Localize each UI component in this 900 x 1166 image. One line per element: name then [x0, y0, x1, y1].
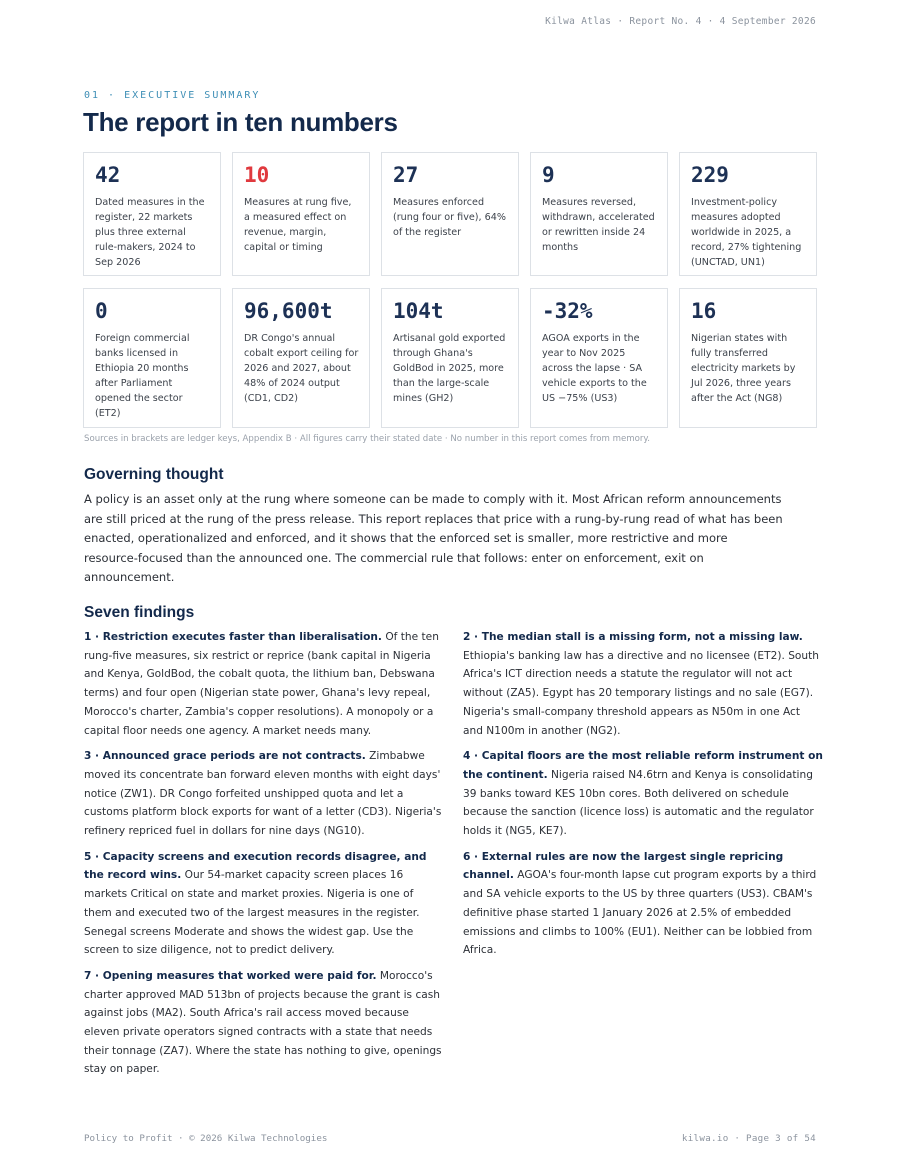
- stat-value: 27: [393, 163, 419, 187]
- stat-label: Investment-policy measures adopted worldwide in 2025, a record, 27% tightening (UNCTAD, UN1): [691, 197, 802, 268]
- stat-label: Nigerian states with fully transferred electricity markets by Jul 2026, three years after the Act (NG8): [691, 333, 796, 404]
- stat-value: 96,600t: [244, 299, 333, 323]
- stat-value: 9: [542, 163, 555, 187]
- finding-lead: 5 · Capacity screens and execution records disagree, and the record wins.: [84, 850, 427, 882]
- finding: [84, 967, 444, 1079]
- sources-note: Sources in brackets are ledger keys, Appendix B · All figures carry their stated date · No number in this report comes from memory.: [84, 434, 651, 444]
- seven-findings-heading: Seven findings: [84, 604, 195, 621]
- governing-thought-heading: Governing thought: [84, 466, 224, 483]
- stat-label: AGOA exports in the year to Nov 2025 across the lapse · SA vehicle exports to the US −75% (US3): [542, 333, 647, 404]
- finding-body: Our 54-market capacity screen places 16 markets Critical on state and market proxies. Nigeria is one of them and executed two of the largest measures in the register. Senegal screens Moderate and shows the widest gap. Use the screen to size diligence, not to predict delivery.: [84, 869, 420, 957]
- finding-body: Morocco's charter approved MAD 513bn of projects because the grant is cash against jobs (MA2). South Africa's rail access moved because eleven private operators signed contracts with a state that needs their tonnage (ZA7). Where the state has nothing to give, openings stay on paper.: [84, 969, 442, 1076]
- stat-card: [232, 152, 370, 276]
- stat-value: 104t: [393, 299, 444, 323]
- stat-grid: [83, 152, 817, 428]
- finding-body: Ethiopia's banking law has a directive and no licensee (ET2). South Africa's ICT direction needs a statute the regulator will not act without (ZA5). Egypt has 20 temporary listings and no sale (EG7). Nigeria's small-company threshold appears as N50m in one Act and N100m in another (NG2).: [463, 649, 819, 737]
- finding: [84, 628, 444, 740]
- stat-value: 42: [95, 163, 121, 187]
- finding-lead: 3 · Announced grace periods are not contracts.: [84, 750, 366, 763]
- stat-card: [83, 152, 221, 276]
- stat-value: 16: [691, 299, 717, 323]
- finding-lead: 4 · Capital floors are the most reliable reform instrument on the continent.: [463, 750, 823, 781]
- stat-value: 0: [95, 299, 108, 323]
- stat-value: 229: [691, 163, 729, 187]
- stat-card: [530, 152, 668, 276]
- footer-left: Policy to Profit · © 2026 Kilwa Technologies: [84, 1133, 328, 1144]
- stat-label: Measures reversed, withdrawn, accelerated or rewritten inside 24 months: [542, 197, 655, 253]
- finding: [84, 747, 444, 841]
- finding: [463, 747, 823, 841]
- stat-card: [679, 288, 817, 428]
- stat-label: Foreign commercial banks licensed in Ethiopia 20 months after Parliament opened the sector (ET2): [95, 333, 190, 419]
- stat-value-highlight: 10: [244, 163, 270, 187]
- stat-label: Measures at rung five, a measured effect on revenue, margin, capital or timing: [244, 197, 352, 253]
- stat-card: [530, 288, 668, 428]
- findings-left-column: [84, 628, 444, 1086]
- finding-body: Nigeria raised N4.6trn and Kenya is consolidating 39 banks toward KES 10bn cores. Both delivered on schedule because the sanction (licence loss) is automatic and the regulator holds it (NG5, KE7).: [463, 768, 814, 838]
- running-head: Kilwa Atlas · Report No. 4 · 4 September 2026: [545, 16, 816, 27]
- stat-label: Dated measures in the register, 22 markets plus three external rule-makers, 2024 to Sep 2026: [95, 197, 205, 268]
- governing-thought-text: A policy is an asset only at the rung where someone can be made to comply with it. Most African reform announcements are still priced at the rung of the press release. This report replaces that price with a rung-by-rung read of what has been enacted, operationalized and enforced, and it shows that the enforced set is smaller, more restrictive and more resource-focused than the announced one. The commercial rule that follows: enter on enforcement, exit on announcement.: [84, 492, 783, 585]
- finding: [84, 848, 444, 960]
- finding-body: Zimbabwe moved its concentrate ban forward eleven months with eight days' notice (ZW1). DR Congo forfeited unshipped quota and let a customs platform block exports for want of a letter (CD3). Nigeria's refinery repriced fuel in dollars for nine days (NG10).: [84, 750, 442, 838]
- stat-label: Artisanal gold exported through Ghana's GoldBod in 2025, more than the large-scale mines (GH2): [393, 333, 506, 404]
- page-title: The report in ten numbers: [83, 107, 398, 137]
- stat-label: DR Congo's annual cobalt export ceiling for 2026 and 2027, about 48% of 2024 output (CD1, CD2): [244, 333, 359, 404]
- section-eyebrow: 01 · EXECUTIVE SUMMARY: [84, 90, 261, 101]
- finding-lead: 7 · Opening measures that worked were paid for.: [84, 969, 377, 982]
- finding: [463, 848, 823, 960]
- stat-label: Measures enforced (rung four or five), 64% of the register: [393, 197, 506, 238]
- finding-body: Of the ten rung-five measures, six restrict or reprice (bank capital in Nigeria and Kenya, GoldBod, the cobalt quota, the lithium ban, Debswana terms) and four open (Nigerian state power, Ghana's levy repeal, Morocco's charter, Zambia's copper resolutions). A monopoly or a capital floor needs one agency. A market needs many.: [84, 631, 439, 737]
- finding: [463, 628, 823, 740]
- stat-value: -32%: [542, 299, 593, 323]
- finding-lead: 1 · Restriction executes faster than liberalisation.: [84, 631, 382, 643]
- finding-lead: 2 · The median stall is a missing form, not a missing law.: [463, 631, 803, 643]
- stat-card: [83, 288, 221, 428]
- stat-card: [381, 288, 519, 428]
- findings-right-column: [463, 628, 823, 967]
- footer-right: kilwa.io · Page 3 of 54: [681, 1133, 816, 1144]
- stat-card: [679, 152, 817, 276]
- finding-lead: 6 · External rules are now the largest single repricing channel.: [463, 850, 784, 882]
- stat-card: [232, 288, 370, 428]
- finding-body: AGOA's four-month lapse cut program exports by a third and SA vehicle exports to the US by three quarters (US3). CBAM's definitive phase started 1 January 2026 at 2.5% of embedded emissions and climbs to 100% (EU1). Neither can be lobbied from Africa.: [463, 869, 817, 957]
- stat-card: [381, 152, 519, 276]
